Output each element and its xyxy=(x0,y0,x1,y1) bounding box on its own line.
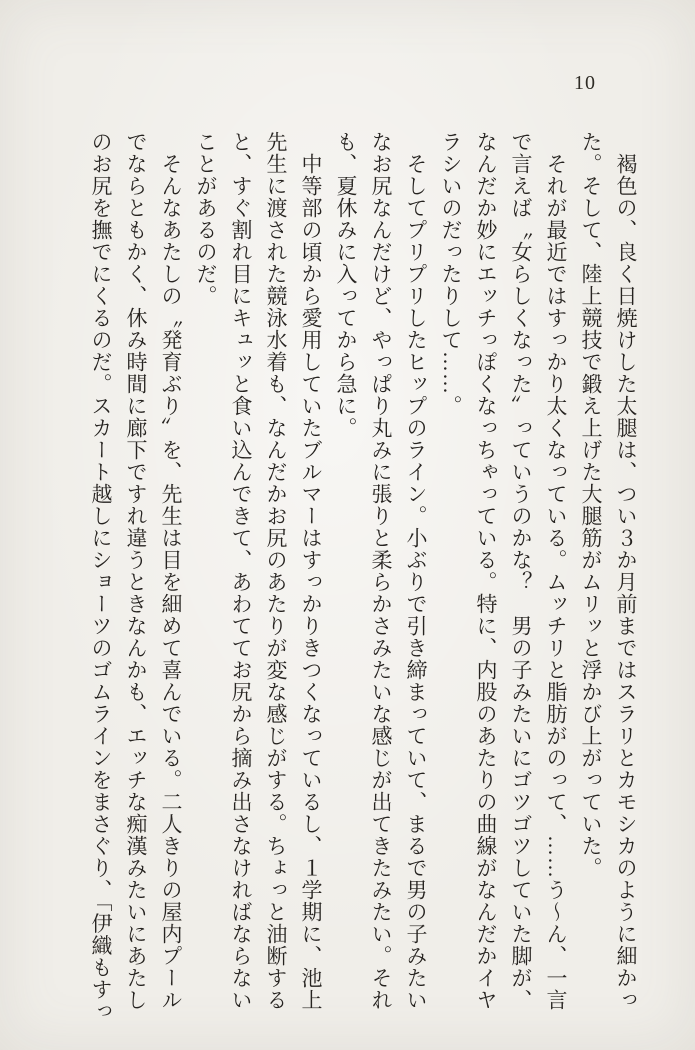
text-column: も、夏休みに入ってから急に。 xyxy=(334,131,358,439)
text-column: と、すぐ割れ目にキュッと食い込んできて、あわててお尻から摘み出さなければならない xyxy=(229,131,253,1011)
text-columns xyxy=(83,131,643,1023)
text-column: でならともかく、休み時間に廊下ですれ違うときなんかも、エッチな痴漢みたいにあたし xyxy=(124,131,148,1011)
text-column: のお尻を撫でにくるのだ。スカート越しにショーツのゴムラインをまさぐり、「伊織もすっ xyxy=(89,131,113,1023)
text-column: なお尻なんだけど、やっぱり丸みに張りと柔らかさみたいな感じが出てきたみたい。それ xyxy=(369,131,393,1011)
text-column: た。そして、陸上競技で鍛え上げた大腿筋がムリッと浮かび上がっていた。 xyxy=(579,131,603,879)
text-column: で言えば〝女らしくなった〟っていうのかな？ 男の子みたいにゴツゴツしていた脚が、 xyxy=(509,131,533,1011)
text-column: ラシいのだったりして……。 xyxy=(439,131,463,417)
text-column: なんだか妙にエッチっぽくなっちゃっている。特に、内股のあたりの曲線がなんだかイヤ xyxy=(474,131,498,1011)
text-column: 先生に渡された競泳水着も、なんだかお尻のあたりが変な感じがする。ちょっと油断する xyxy=(264,131,288,1011)
page-number: 10 xyxy=(574,72,596,94)
text-column: それが最近ではすっかり太くなっている。ムッチリと脂肪がのって、……う〜ん、一言 xyxy=(544,153,568,1011)
text-column: そしてプリプリしたヒップのライン。小ぶりで引き締まっていて、まるで男の子みたい xyxy=(404,153,428,1011)
text-column: そんなあたしの〝発育ぶり〟を、先生は目を細めて喜んでいる。二人きりの屋内プール xyxy=(159,153,183,1011)
text-column: 褐色の、良く日焼けした太腿は、つい３か月前まではスラリとカモシカのように細かっ xyxy=(614,153,638,1011)
text-column: ことがあるのだ。 xyxy=(194,131,218,307)
text-column: 中等部の頃から愛用していたブルマーはすっかりきつくなっているし、１学期に、池上 xyxy=(299,153,323,1011)
